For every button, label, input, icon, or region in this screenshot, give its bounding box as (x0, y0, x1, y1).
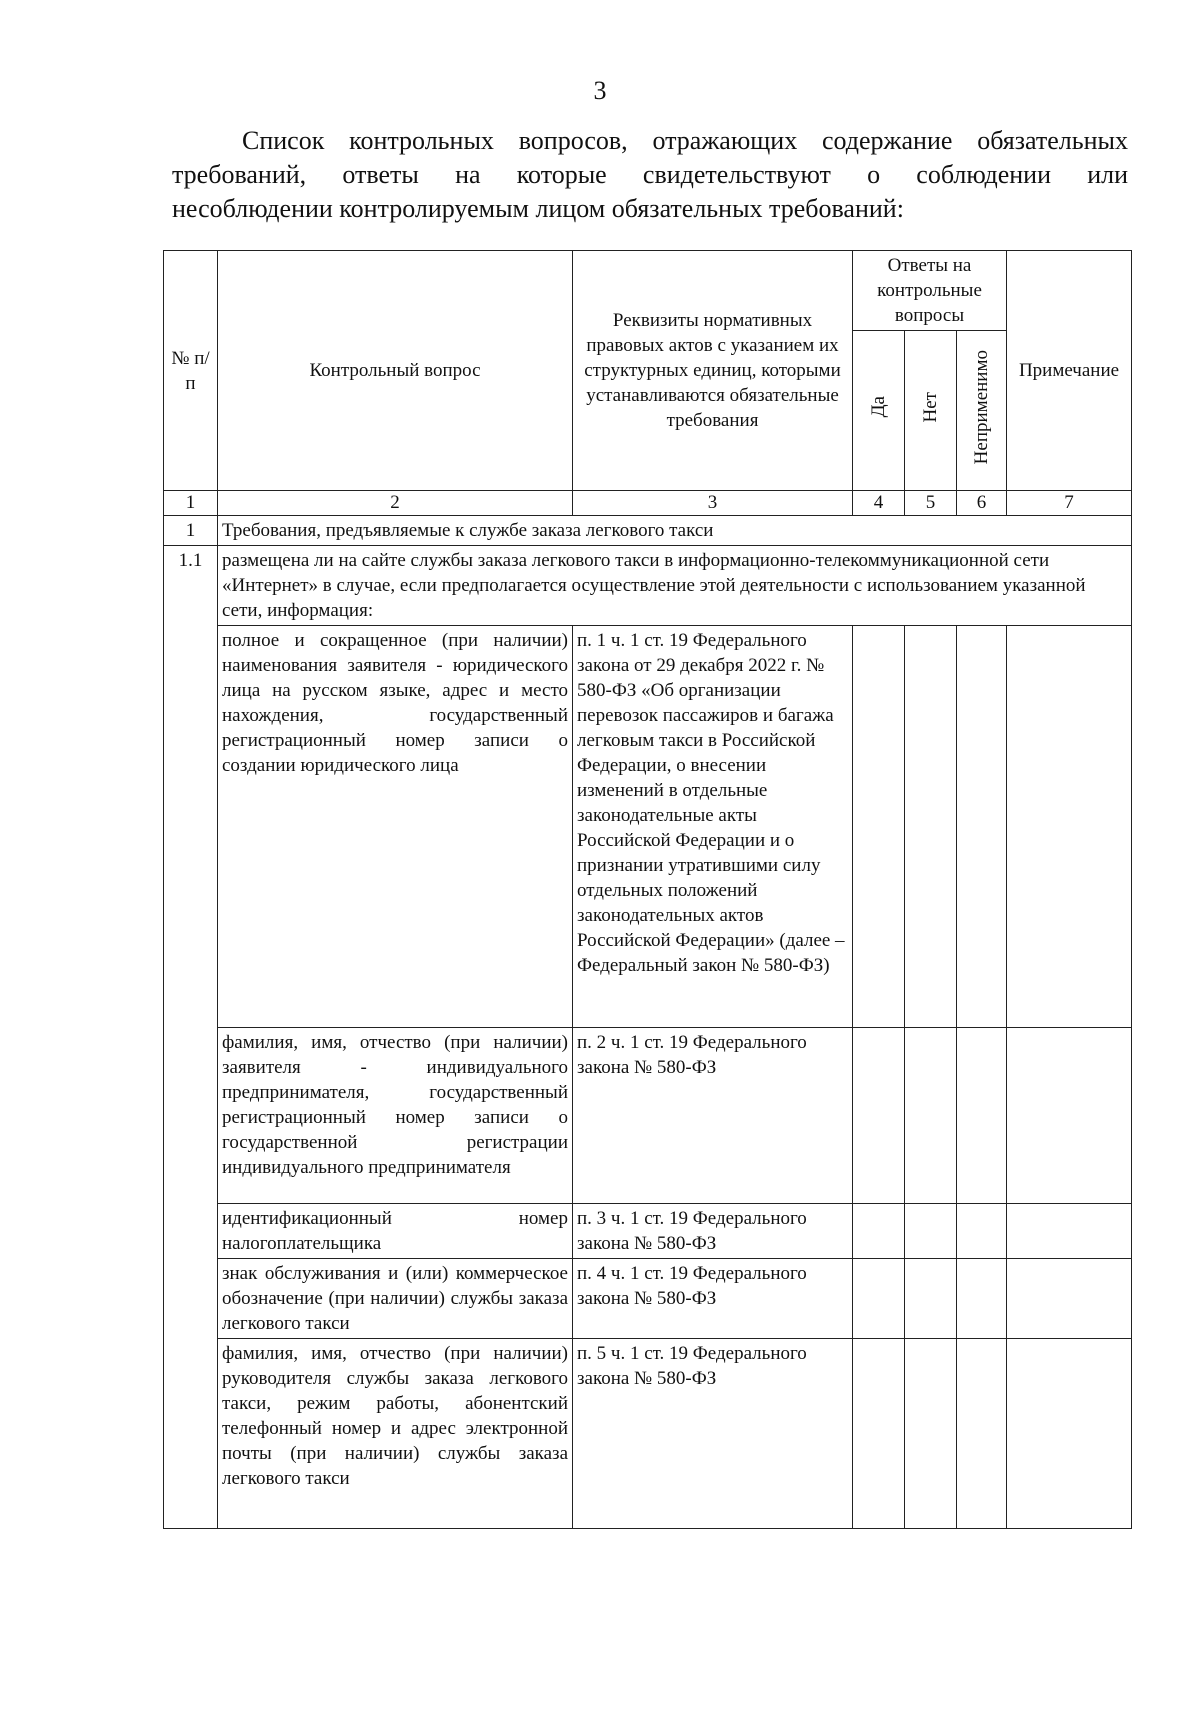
subsection-text: размещена ли на сайте службы заказа легкового такси в информационно-телекоммуникационной сети «Интернет» в случае, если предполагается осуществление этой деятельности с использованием указанной сети, информация: (218, 546, 1132, 626)
subsection-num: 1.1 (164, 546, 218, 1529)
table-row (164, 1028, 1132, 1204)
answer-yes-cell[interactable] (853, 1259, 905, 1339)
header-question: Контрольный вопрос (218, 251, 573, 491)
answer-na-cell[interactable] (957, 1259, 1007, 1339)
table-row (164, 1259, 1132, 1339)
answer-no-cell[interactable] (905, 1339, 957, 1529)
col-number: 4 (853, 491, 905, 516)
note-cell[interactable] (1007, 1259, 1132, 1339)
section-title: Требования, предъявляемые к службе заказа легкового такси (218, 516, 1132, 546)
answer-no-cell[interactable] (905, 626, 957, 1028)
header-no (905, 331, 957, 491)
row-requisites: п. 5 ч. 1 ст. 19 Федерального закона № 580-ФЗ (573, 1339, 853, 1529)
header-num: № п/п (164, 251, 218, 491)
answer-na-cell[interactable] (957, 1339, 1007, 1529)
answer-no-cell[interactable] (905, 1259, 957, 1339)
answer-yes-cell[interactable] (853, 1204, 905, 1259)
row-requisites: п. 3 ч. 1 ст. 19 Федерального закона № 580-ФЗ (573, 1204, 853, 1259)
header-yes (853, 331, 905, 491)
note-cell[interactable] (1007, 1028, 1132, 1204)
subsection-row (164, 546, 1132, 626)
table-row (164, 1339, 1132, 1529)
page-number: 3 (593, 76, 607, 105)
section-num: 1 (164, 516, 218, 546)
note-cell[interactable] (1007, 1339, 1132, 1529)
heading-line-3: несоблюдении контролируемым лицом обязательных требований: (172, 194, 904, 223)
row-question: полное и сокращенное (при наличии) наименования заявителя - юридического лица на русском языке, адрес и место нахождения, государственный регистрационный номер записи о создании юридического лица (218, 626, 573, 1028)
header-no-label: Нет (920, 391, 941, 423)
row-requisites: п. 2 ч. 1 ст. 19 Федерального закона № 580-ФЗ (573, 1028, 853, 1204)
column-numbers-row (164, 491, 1132, 516)
col-number: 6 (957, 491, 1007, 516)
header-yes-label: Да (868, 396, 889, 418)
col-number: 3 (573, 491, 853, 516)
row-question: фамилия, имя, отчество (при наличии) руководителя службы заказа легкового такси, режим работы, абонентский телефонный номер и адрес электронной почты (при наличии) службы заказа легкового такси (218, 1339, 573, 1529)
answer-yes-cell[interactable] (853, 626, 905, 1028)
col-number: 5 (905, 491, 957, 516)
row-requisites: п. 1 ч. 1 ст. 19 Федерального закона от 29 декабря 2022 г. № 580-ФЗ «Об организации перевозок пассажиров и багажа легковым такси в Российской Федерации, о внесении изменений в отдельные законодательные акты Российской Федерации и о признании утратившими силу отдельных положений законодательных актов Российской Федерации» (далее – Федеральный закон № 580-ФЗ) (573, 626, 853, 1028)
header-na (957, 331, 1007, 491)
checklist-table (163, 250, 1132, 1529)
section-row (164, 516, 1132, 546)
document-heading (172, 124, 1128, 226)
row-question: идентификационный номер налогоплательщика (218, 1204, 573, 1259)
header-note: Примечание (1007, 251, 1132, 491)
row-question: фамилия, имя, отчество (при наличии) заявителя - индивидуального предпринимателя, государственный регистрационный номер записи о государственной регистрации индивидуального предпринимателя (218, 1028, 573, 1204)
note-cell[interactable] (1007, 1204, 1132, 1259)
row-question: знак обслуживания и (или) коммерческое обозначение (при наличии) службы заказа легкового такси (218, 1259, 573, 1339)
answer-na-cell[interactable] (957, 1204, 1007, 1259)
answer-yes-cell[interactable] (853, 1339, 905, 1529)
heading-line-2: требований, ответы на которые свидетельствуют о соблюдении или (172, 160, 1128, 189)
header-requisites: Реквизиты нормативных правовых актов с указанием их структурных единиц, которыми устанавливаются обязательные требования (573, 251, 853, 491)
answer-na-cell[interactable] (957, 1028, 1007, 1204)
col-number: 2 (218, 491, 573, 516)
table-row (164, 626, 1132, 1028)
col-number: 7 (1007, 491, 1132, 516)
note-cell[interactable] (1007, 626, 1132, 1028)
header-answers: Ответы на контрольные вопросы (853, 251, 1007, 331)
col-number: 1 (164, 491, 218, 516)
answer-no-cell[interactable] (905, 1028, 957, 1204)
answer-yes-cell[interactable] (853, 1028, 905, 1204)
answer-no-cell[interactable] (905, 1204, 957, 1259)
row-requisites: п. 4 ч. 1 ст. 19 Федерального закона № 580-ФЗ (573, 1259, 853, 1339)
heading-line-1: Список контрольных вопросов, отражающих содержание обязательных (242, 126, 1128, 155)
table-row (164, 1204, 1132, 1259)
answer-na-cell[interactable] (957, 626, 1007, 1028)
header-na-label: Неприменимо (971, 349, 992, 465)
